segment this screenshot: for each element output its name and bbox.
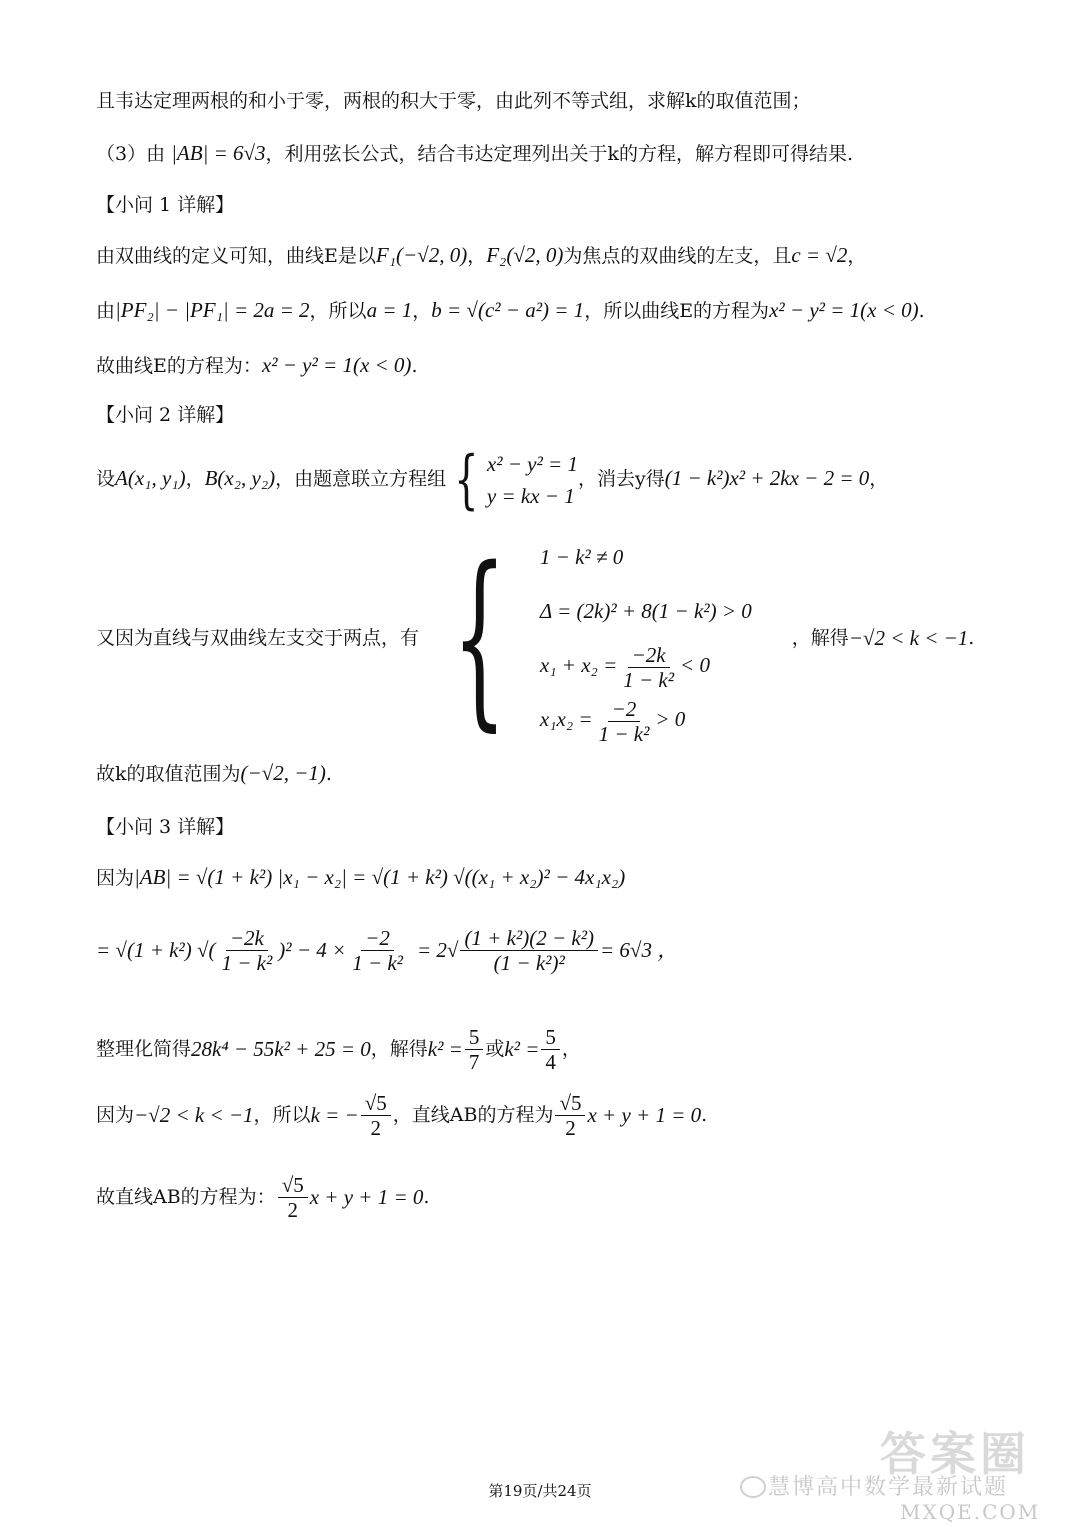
text-line: 又因为直线与双曲线左支交于两点，有 { 1 − k² ≠ 0 Δ = (2k)² + 8(1 − k²) > 0 x₁ + x₂ = $\frac{-2k}{\text{1 − k²}}$ < 0 x₁x₂ = $\frac{-2}{\text{1 − k²}}$ > 0 ，解得 −√2 < k < −1 . — [96, 527, 975, 748]
inequality-system: { 1 − k² ≠ 0 Δ = (2k)² + 8(1 − k²) > 0 x₁ + x₂ = $\frac{-2k}{\text{1 − k²}}$ < 0 x₁x₂ = $\frac{-2}{\text{1 − k²}}$ > 0 — [452, 527, 752, 748]
text-line: 且韦达定理两根的和小于零，两根的积大于零，由此列不等式组，求解k的取值范围； — [96, 90, 811, 112]
text-line: = √(1 + k²) √( $\frac{-2k}{\text{1 − k²}}$ )² − 4 × $\frac{-2}{\text{1 − k²}}$ = 2√ $\frac{\text{(1 + k²)(2 − k²)}}{\text{(1 − k²)²}}$ = 6√3 ， — [96, 925, 679, 975]
page-number: 第19页/共24页 — [488, 1482, 592, 1500]
section-heading: 【小问 3 详解】 — [96, 816, 235, 838]
text-line: 因为|AB| = √(1 + k²) |x₁ − x₂| = √(1 + k²) √((x₁ + x₂)² − 4x₁x₂) — [96, 865, 626, 889]
text-line: 因为 −√2 < k < −1 ，所以 k = − $\frac{√5}{2}$ ，直线AB的方程为 $\frac{√5}{2}$ x + y + 1 = 0 . — [96, 1090, 708, 1140]
text-line: 设A(x₁, y₁)，B(x₂, y₂)，由题意联立方程组 { x² − y² = 1 y = kx − 1 ，消去y得(1 − k²)x² + 2kx − 2 = 0， — [96, 443, 889, 517]
section-heading: 【小问 1 详解】 — [96, 194, 235, 216]
text-line: （3）由 |AB| = 6√3，利用弦长公式，结合韦达定理列出关于k的方程，解方程即可得结果. — [96, 141, 854, 165]
text-line: 由双曲线的定义可知，曲线E是以F₁(−√2, 0)，F₂(√2, 0)为焦点的双曲线的左支，且c = √2， — [96, 243, 867, 267]
text-line: 由|PF₂| − |PF₁| = 2a = 2，所以a = 1，b = √(c² − a²) = 1，所以曲线E的方程为x² − y² = 1(x < 0). — [96, 298, 925, 322]
section-heading: 【小问 2 详解】 — [96, 404, 235, 426]
equation-system: { x² − y² = 1 y = kx − 1 — [454, 443, 578, 517]
watermark-site: MXQE.COM — [900, 1500, 1041, 1524]
text-line: 整理化简得 28k⁴ − 55k² + 25 = 0 ，解得 k² = $\frac{5}{7}$ 或 k² = $\frac{5}{4}$ ， — [96, 1024, 581, 1074]
text-line: 故曲线E的方程为：x² − y² = 1(x < 0). — [96, 353, 418, 377]
text-line: 故k的取值范围为(−√2, −1). — [96, 761, 332, 785]
watermark-text: 慧博高中数学最新试题 — [768, 1475, 1009, 1500]
watermark-logo: 答案圈 — [880, 1427, 1030, 1481]
text-line: 故直线AB的方程为： $\frac{√5}{2}$ x + y + 1 = 0 . — [96, 1172, 430, 1222]
